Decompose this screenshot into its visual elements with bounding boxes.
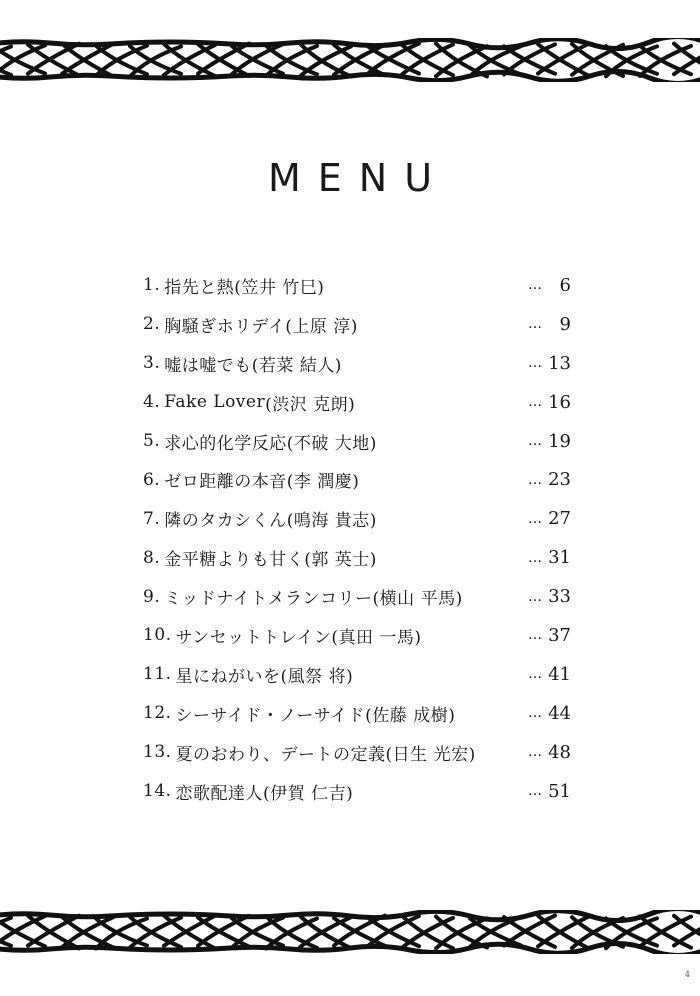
leader-dots: … (528, 433, 543, 449)
page-number-ref: 16 (548, 391, 571, 413)
story-title: 指先と熱 (164, 277, 235, 298)
page-number-ref: 13 (548, 352, 571, 374)
toc-row (143, 460, 571, 499)
entry-number: 14. (143, 781, 172, 802)
page-number-ref: 41 (548, 663, 571, 685)
page-ref (528, 547, 571, 568)
story-title: ゼロ距離の本音 (164, 472, 287, 493)
page-ref (528, 431, 571, 452)
toc-row (143, 733, 571, 772)
page-ref (528, 625, 571, 646)
entry-number: 3. (143, 353, 161, 374)
toc-row (143, 305, 571, 344)
page-number-ref: 44 (548, 702, 571, 724)
story-title: 星にねがいを (175, 666, 281, 687)
author-name: (李 潤慶) (286, 472, 360, 493)
page-number-ref: 51 (548, 780, 571, 802)
entry-number: 12. (143, 703, 172, 724)
author-name: (郭 英士) (304, 550, 377, 571)
leader-dots: … (528, 783, 543, 800)
page-number-ref: 37 (548, 624, 571, 646)
leader-dots: … (528, 627, 543, 644)
entry-number: 10. (143, 625, 172, 646)
toc-row (143, 344, 571, 383)
table-of-contents (143, 266, 571, 810)
toc-entry (143, 506, 377, 531)
author-name: (鳴海 貴志) (286, 511, 377, 532)
page-number-ref: 31 (548, 547, 571, 569)
author-name: (横山 平馬) (372, 589, 463, 610)
toc-row (143, 616, 571, 655)
toc-entry (143, 429, 377, 454)
toc-entry (143, 584, 463, 609)
decorative-border-top (0, 38, 700, 82)
story-title: 金平糖よりも甘く (164, 550, 305, 571)
story-title: シーサイド・ノーサイド (175, 705, 366, 726)
entry-number: 11. (143, 664, 172, 685)
author-name: (渋沢 克朗) (265, 394, 356, 415)
page-number-ref: 33 (548, 586, 571, 608)
entry-number: 7. (143, 508, 161, 529)
story-title: 求心的化学反応 (164, 433, 287, 454)
menu-title: MENU (267, 156, 450, 200)
page-ref (528, 469, 571, 490)
author-name: (上原 淳) (285, 316, 358, 337)
page-number-ref: 48 (548, 741, 571, 763)
entry-number: 6. (143, 469, 161, 490)
toc-row (143, 422, 571, 461)
page-number-ref: 27 (548, 508, 571, 530)
toc-row (143, 266, 571, 305)
author-name: (風祭 将) (280, 666, 354, 687)
toc-entry (143, 740, 476, 765)
page-ref (528, 508, 571, 529)
entry-number: 8. (143, 547, 161, 568)
toc-entry (143, 623, 422, 648)
page-ref (528, 353, 571, 374)
toc-entry (143, 351, 342, 376)
leader-dots: … (528, 510, 543, 527)
author-name: (伊賀 仁吉) (263, 783, 354, 804)
page-ref (528, 275, 571, 296)
story-title: 恋歌配達人 (175, 783, 264, 804)
toc-entry (143, 273, 324, 298)
lattice-border-bottom-graphic (0, 910, 700, 954)
entry-number: 13. (143, 742, 172, 763)
leader-dots: … (528, 666, 543, 683)
toc-entry (143, 467, 359, 492)
story-title: 夏のおわり、デートの定義 (175, 744, 386, 765)
toc-row (143, 383, 571, 422)
entry-number: 1. (143, 275, 161, 296)
author-name: (笠井 竹巳) (234, 277, 325, 298)
page-ref (528, 781, 571, 802)
author-name: (不破 大地) (286, 433, 377, 454)
toc-row (143, 772, 571, 811)
story-title: 隣のタカシくん (164, 511, 287, 532)
toc-entry (143, 662, 353, 687)
leader-dots: … (528, 705, 543, 722)
leader-dots: … (528, 277, 543, 294)
page-number-ref: 19 (548, 430, 571, 452)
story-title: サンセットトレイン (175, 627, 332, 648)
page-ref (528, 314, 571, 335)
entry-number: 5. (143, 431, 161, 451)
toc-row (143, 655, 571, 694)
leader-dots: … (528, 549, 543, 566)
toc-row (143, 538, 571, 577)
page-number-ref: 6 (559, 274, 571, 296)
toc-entry (143, 779, 353, 804)
page-ref (528, 742, 571, 763)
leader-dots: … (528, 588, 543, 605)
leader-dots: … (528, 394, 543, 411)
author-name: (真田 一馬) (331, 627, 422, 648)
leader-dots: … (528, 744, 543, 761)
toc-entry (143, 390, 355, 415)
page-ref (528, 664, 571, 685)
author-name: (日生 光宏) (385, 744, 476, 765)
page-ref (528, 586, 571, 607)
author-name: (佐藤 成樹) (365, 705, 456, 726)
decorative-border-bottom (0, 910, 700, 954)
page-ref (528, 392, 571, 413)
story-title: 胸騒ぎホリデイ (164, 316, 286, 337)
page-number: 4 (684, 970, 690, 979)
story-title: Fake Lover (164, 392, 266, 413)
toc-row (143, 694, 571, 733)
toc-entry (143, 701, 455, 726)
leader-dots: … (528, 355, 543, 372)
lattice-border-top-graphic (0, 38, 700, 82)
author-name: (若菜 結人) (251, 355, 342, 376)
page-number-ref: 9 (559, 313, 571, 335)
leader-dots: … (528, 316, 543, 333)
toc-row (143, 577, 571, 616)
page-ref (528, 703, 571, 724)
story-title: 嘘は嘘でも (164, 355, 252, 376)
page-number-ref: 23 (548, 469, 571, 491)
story-title: ミッドナイトメランコリー (164, 589, 373, 610)
leader-dots: … (528, 471, 543, 488)
toc-entry (143, 312, 358, 337)
entry-number: 9. (143, 586, 161, 607)
entry-number: 2. (143, 314, 161, 335)
toc-entry (143, 545, 377, 570)
entry-number: 4. (143, 392, 161, 413)
toc-row (143, 499, 571, 538)
